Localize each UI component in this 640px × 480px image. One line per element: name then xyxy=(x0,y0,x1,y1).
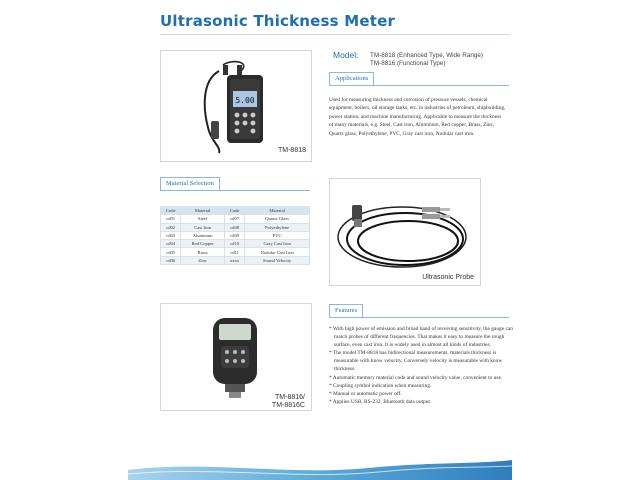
features-divider xyxy=(329,317,509,318)
model-line-2: TM-8816 (Functional Type) xyxy=(370,60,446,67)
table-cell: Polyethylene xyxy=(245,223,310,231)
table-header-cell: Code xyxy=(161,207,181,215)
table-cell: Red Copper xyxy=(181,240,225,248)
applications-divider xyxy=(329,85,509,86)
features-list xyxy=(329,325,519,406)
table-cell: cd10 xyxy=(224,240,244,248)
table-header-cell: Code xyxy=(224,207,244,215)
table-cell: cd02 xyxy=(161,223,181,231)
probe-image-box xyxy=(329,178,481,286)
table-cell: Nodular Cast Iron xyxy=(245,248,310,256)
table-cell: cd07 xyxy=(224,215,244,223)
model-label: Model: xyxy=(333,50,359,60)
applications-tab: Applications xyxy=(329,72,374,85)
tm8818-caption: TM-8818 xyxy=(277,147,306,154)
footer-wave xyxy=(128,456,512,480)
probe-image xyxy=(330,179,480,285)
table-cell: PVC xyxy=(245,231,310,239)
table-row xyxy=(161,240,310,248)
table-cell: Sound Velocity xyxy=(245,256,310,264)
table-header-cell: Material xyxy=(181,207,225,215)
table-cell: cd08 xyxy=(224,223,244,231)
list-item: * With high power of emission and broad band of receiving sensitivity, the gauge can match probes of different frequencies. That makes it easy to measure the rough surface, even cast iron. It is widely used in almost all kinds of industries. xyxy=(329,325,519,349)
table-row xyxy=(161,215,310,223)
material-table xyxy=(160,206,310,265)
table-cell: xxxx xyxy=(224,256,244,264)
model-line-1: TM-8818 (Enhanced Type, Wide Range) xyxy=(370,52,483,59)
list-item: * The model TM-8818 has bidirectional measurements, materials thickness is measurable with know velocity. Conversely velocity is measurable with know thickness. xyxy=(329,349,519,373)
applications-text: Used for measuring thickness and corrosion of pressure vessels, chemical equipment, boilers, oil storage tanks, etc. in industries of petroleum, shipbuilding, power station, and machine manufacturing. Applicable to measure the thickness of many materials, e.g. Steel, Cast iron, Aluminum, Red copper, Brass, Zinc, Quartz glass, Polyethylene, PVC, Gray cast iron, Nodular cast iron. xyxy=(329,97,506,137)
table-row xyxy=(161,256,310,264)
table-cell: cd01 xyxy=(161,215,181,223)
table-cell: cd05 xyxy=(161,248,181,256)
features-tab: Features xyxy=(329,304,363,317)
table-cell: Steel xyxy=(181,215,225,223)
tm8818-image-box xyxy=(160,50,312,162)
table-row xyxy=(161,248,310,256)
table-header-row xyxy=(161,207,310,215)
list-item: * Coupling symbol indication when measuring. xyxy=(329,382,519,390)
table-cell: cd11 xyxy=(224,248,244,256)
table-cell: Aluminum xyxy=(181,231,225,239)
table-cell: Gray Cast Iron xyxy=(245,240,310,248)
table-header-cell: Material xyxy=(245,207,310,215)
table-row xyxy=(161,223,310,231)
list-item: * Automatic memory material code and sound velocity value, convenient to use. xyxy=(329,374,519,382)
list-item: * Applies USB, RS-232, Bluetooth data output. xyxy=(329,398,519,406)
title-divider xyxy=(160,34,510,35)
tm8818-device-image xyxy=(161,51,311,161)
tm8816-image-box xyxy=(160,303,312,411)
table-cell: Quartz Glass xyxy=(245,215,310,223)
table-cell: cd06 xyxy=(161,256,181,264)
table-cell: cd09 xyxy=(224,231,244,239)
display-reading: 5.00 xyxy=(235,96,255,105)
material-selection-tab: Material Selection xyxy=(160,177,220,190)
table-cell: Brass xyxy=(181,248,225,256)
tm8816-caption-line-2: TM-8816C xyxy=(271,402,305,409)
tm8816-caption-line-1: TM-8816/ xyxy=(275,394,305,401)
table-cell: cd04 xyxy=(161,240,181,248)
table-cell: Cast Iron xyxy=(181,223,225,231)
table-cell: Zinc xyxy=(181,256,225,264)
probe-caption: Ultrasonic Probe xyxy=(422,274,474,281)
material-selection-divider xyxy=(160,190,310,191)
table-row xyxy=(161,231,310,239)
list-item: * Manual or automatic power off. xyxy=(329,390,519,398)
page-title: Ultrasonic Thickness Meter xyxy=(160,12,396,30)
table-cell: cd03 xyxy=(161,231,181,239)
